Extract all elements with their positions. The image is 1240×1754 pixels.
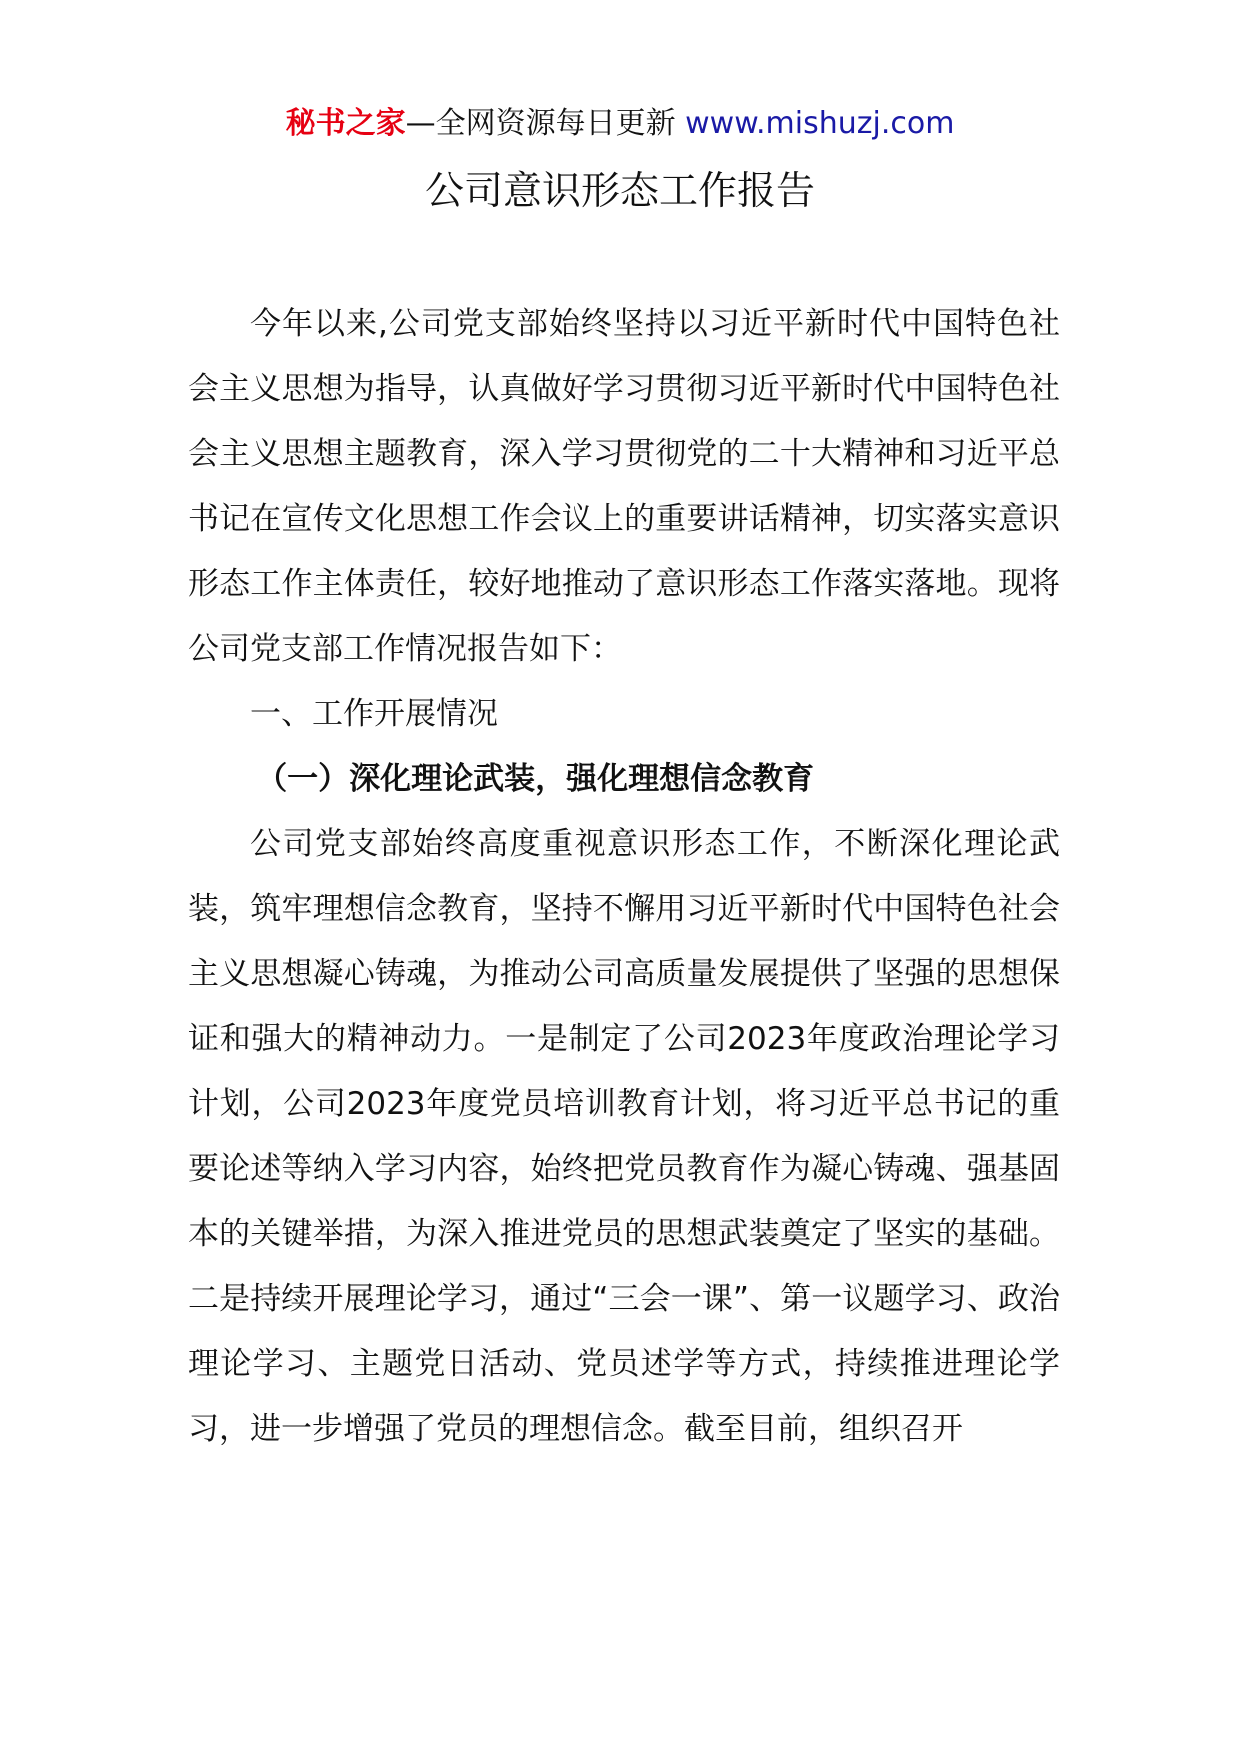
- document-title: 公司意识形态工作报告: [424, 169, 815, 214]
- watermark-header: [0, 100, 1240, 148]
- brand-name: 秘书之家: [285, 106, 406, 141]
- site-url-link[interactable]: www.mishuzj.com: [685, 106, 955, 141]
- document-body: [188, 292, 1060, 1462]
- intro-paragraph: 今年以来,公司党支部始终坚持以习近平新时代中国特色社会主义思想为指导，认真做好学习贯彻习近平新时代中国特色社会主义思想主题教育，深入学习贯彻党的二十大精神和习近平总书记在宣传文化思想工作会议上的重要讲话精神，切实落实意识形态工作主体责任，较好地推动了意识形态工作落实落地。现将公司党支部工作情况报告如下：: [188, 306, 1060, 667]
- body-paragraph: 公司党支部始终高度重视意识形态工作，不断深化理论武装，筑牢理想信念教育，坚持不懈用习近平新时代中国特色社会主义思想凝心铸魂，为推动公司高质量发展提供了坚强的思想保证和强大的精神动力。一是制定了公司2023年度政治理论学习计划，公司2023年度党员培训教育计划，将习近平总书记的重要论述等纳入学习内容，始终把党员教育作为凝心铸魂、强基固本的关键举措，为深入推进党员的思想武装奠定了坚实的基础。二是持续开展理论学习，通过“三会一课”、第一议题学习、政治理论学习、主题党日活动、党员述学等方式，持续推进理论学习，进一步增强了党员的理想信念。截至目前，组织召开: [188, 826, 1060, 1447]
- header-tagline: —全网资源每日更新: [405, 106, 686, 141]
- subsection-heading: （一）深化理论武装，强化理想信念教育: [256, 761, 815, 797]
- section-heading: 一、工作开展情况: [250, 696, 498, 732]
